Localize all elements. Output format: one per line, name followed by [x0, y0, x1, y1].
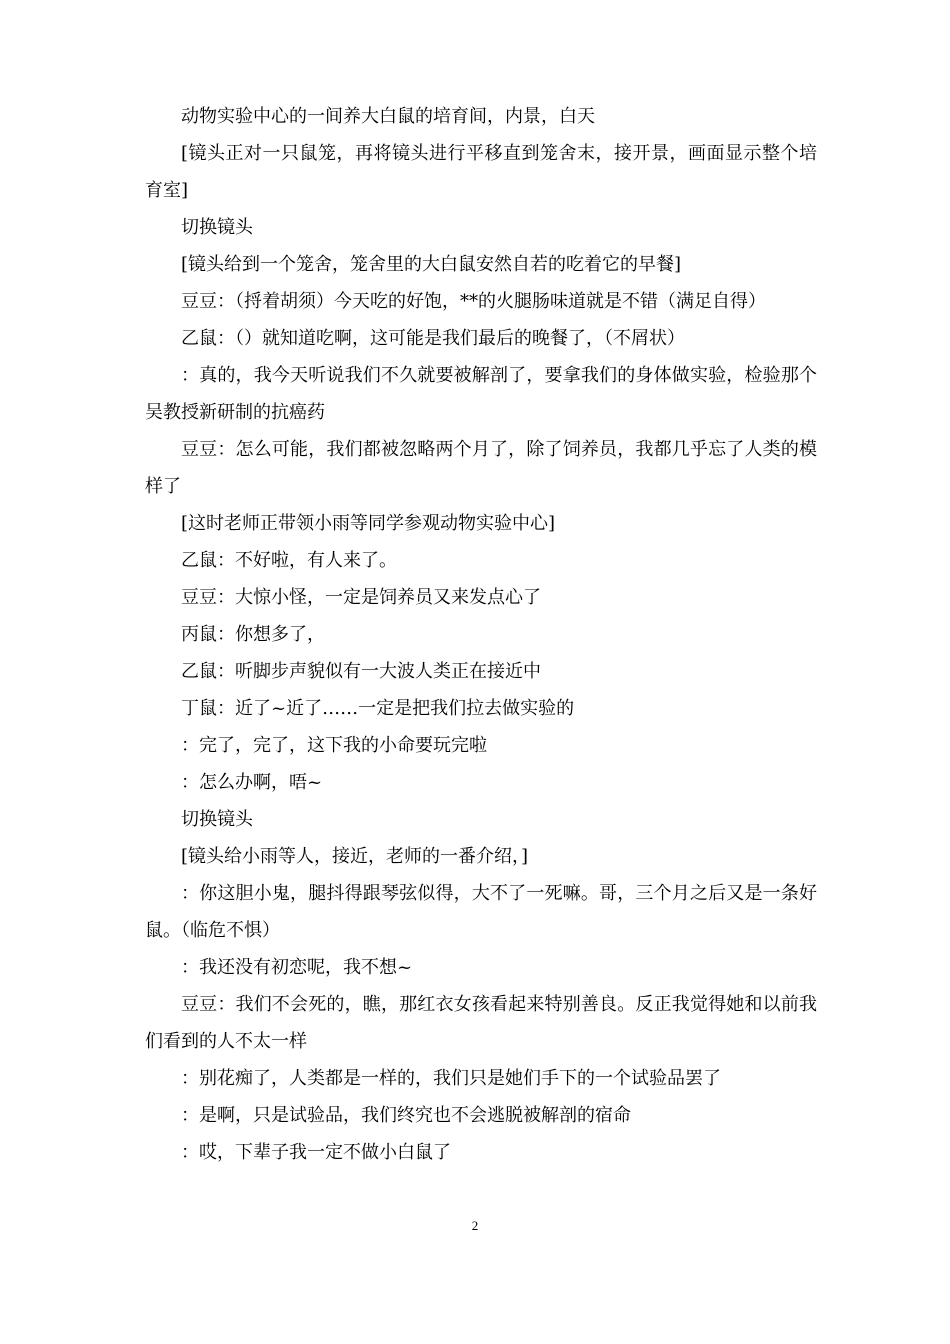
- paragraph-19: ：你这胆小鬼，腿抖得跟琴弦似得，大不了一死嘛。哥，三个月之后又是一条好鼠。（临危不惧）: [145, 883, 817, 941]
- paragraph-1: 动物实验中心的一间养大白鼠的培育间，内景，白天: [181, 106, 595, 127]
- paragraph-16: ：怎么办啊，唔~: [181, 772, 323, 793]
- paragraph-14: 丁鼠：近了~近了……一定是把我们拉去做实验的: [181, 698, 575, 719]
- paragraph-5: 豆豆：（捋着胡须）今天吃的好饱，**的火腿肠味道就是不错（满足自得）: [181, 291, 766, 312]
- paragraph-9: [这时老师正带领小雨等同学参观动物实验中心]: [181, 513, 556, 534]
- paragraph-15: ：完了，完了，这下我的小命要玩完啦: [181, 735, 487, 756]
- paragraph-17: 切换镜头: [181, 809, 253, 830]
- document-body: [145, 98, 817, 1171]
- paragraph-21: 豆豆：我们不会死的，瞧，那红衣女孩看起来特别善良。反正我觉得她和以前我们看到的人不太一样: [145, 994, 817, 1052]
- paragraph-13: 乙鼠：听脚步声貌似有一大波人类正在接近中: [181, 661, 541, 682]
- paragraph-20: ：我还没有初恋呢，我不想~: [181, 957, 413, 978]
- paragraph-10: 乙鼠：不好啦，有人来了。: [181, 550, 397, 571]
- paragraph-23: ：是啊，只是试验品，我们终究也不会逃脱被解剖的宿命: [181, 1105, 631, 1126]
- paragraph-2: [镜头正对一只鼠笼，再将镜头进行平移直到笼舍末，接开景，画面显示整个培育室]: [145, 143, 817, 201]
- paragraph-22: ：别花痴了，人类都是一样的，我们只是她们手下的一个试验品罢了: [181, 1068, 721, 1089]
- page-number: 2: [471, 1218, 479, 1233]
- paragraph-6: 乙鼠：（）就知道吃啊，这可能是我们最后的晚餐了，（不屑状）: [181, 328, 685, 349]
- paragraph-24: ：哎，下辈子我一定不做小白鼠了: [181, 1142, 451, 1163]
- paragraph-7: ：真的，我今天听说我们不久就要被解剖了，要拿我们的身体做实验，检验那个吴教授新研制的抗癌药: [145, 365, 817, 423]
- paragraph-4: [镜头给到一个笼舍，笼舍里的大白鼠安然自若的吃着它的早餐]: [181, 254, 682, 275]
- paragraph-8: 豆豆：怎么可能，我们都被忽略两个月了，除了饲养员，我都几乎忘了人类的模样了: [145, 439, 817, 497]
- paragraph-12: 丙鼠：你想多了，: [181, 624, 325, 645]
- paragraph-3: 切换镜头: [181, 217, 253, 238]
- paragraph-11: 豆豆：大惊小怪，一定是饲养员又来发点心了: [181, 587, 541, 608]
- paragraph-18: [镜头给小雨等人，接近，老师的一番介绍，]: [181, 846, 529, 867]
